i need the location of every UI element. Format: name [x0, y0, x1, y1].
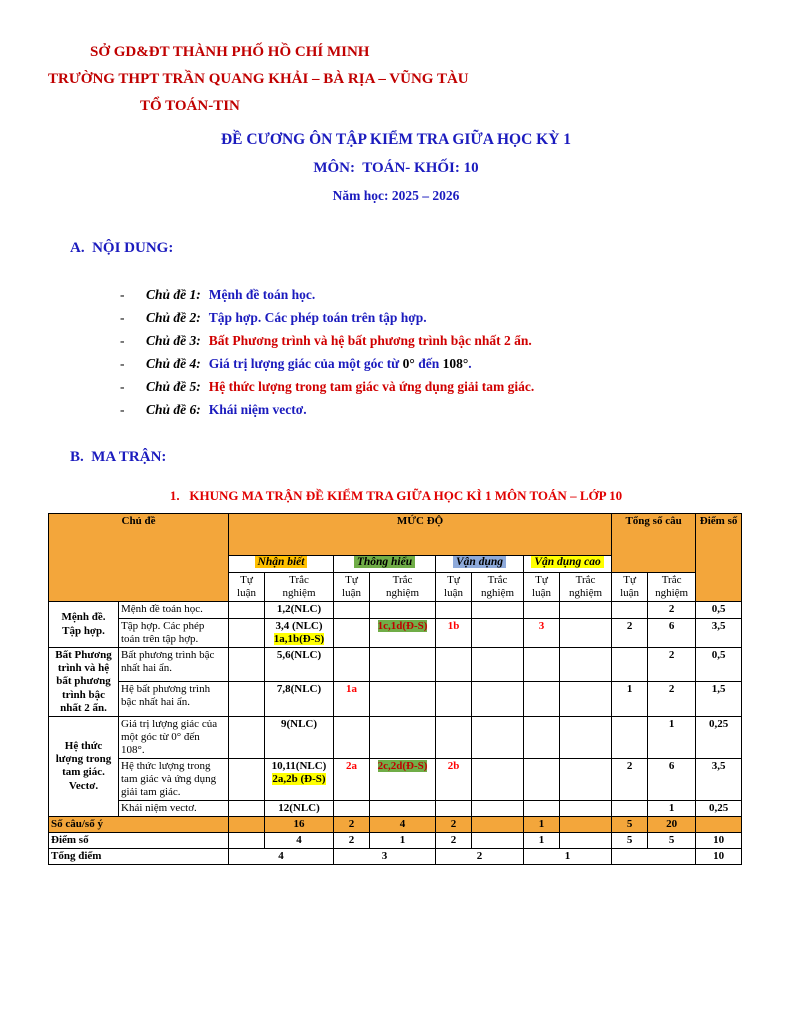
cell-tong-tn: 2: [648, 682, 696, 716]
topic-text: Hệ thức lượng trong tam giác và ứng dụng giải tam giác.: [208, 379, 535, 394]
topic-label: Chủ đề 5:: [146, 379, 201, 394]
empty-cell: [370, 647, 436, 681]
subheader-tu-luan: Tự luận: [524, 573, 560, 602]
empty-cell: [334, 716, 370, 758]
empty-cell: [229, 618, 265, 647]
empty-cell: [472, 602, 524, 618]
section-a-heading: A. NỘI DUNG:: [70, 240, 174, 256]
table-row: [49, 758, 742, 800]
topic-label: Chủ đề 3:: [146, 333, 201, 348]
cell-tong-tl: 1: [612, 682, 648, 716]
cell-diem: 10: [696, 833, 742, 849]
empty-cell: [334, 800, 370, 816]
matrix-table: [48, 513, 742, 865]
cell-th-total: 3: [334, 849, 436, 865]
empty-cell: [696, 816, 742, 832]
cell-text: 10,11(NLC): [271, 759, 327, 772]
topic-label: Chủ đề 1:: [146, 287, 201, 302]
list-dash: -: [120, 310, 125, 325]
row-desc: Khái niệm vectơ.: [119, 800, 229, 816]
group-he-thuc-luong: Hệ thức lượng trong tam giác. Vectơ.: [49, 716, 119, 816]
cell-th-tn: 4: [370, 816, 436, 832]
row-desc: Bất phương trình bậc nhất hai ẩn.: [119, 647, 229, 681]
cell-tong-tn: 6: [648, 758, 696, 800]
empty-cell: [560, 618, 612, 647]
empty-cell: [612, 647, 648, 681]
empty-cell: [524, 758, 560, 800]
matrix-caption: 1. KHUNG MA TRẬN ĐỀ KIỂM TRA GIỮA HỌC KÌ 1 MÔN TOÁN – LỚP 10: [169, 488, 623, 503]
cell-th-tl: 2: [334, 816, 370, 832]
table-row: [49, 716, 742, 758]
empty-cell: [524, 800, 560, 816]
cell-diem: 0,5: [696, 602, 742, 618]
cell-nb-tn: [265, 618, 334, 647]
cell-tong-tl: 2: [612, 758, 648, 800]
empty-cell: [560, 647, 612, 681]
cell-vd-tl: 2: [436, 833, 472, 849]
summary-label: Số câu/số ý: [49, 816, 229, 832]
subheader-tu-luan: Tự luận: [334, 573, 370, 602]
cell-nb-total: 4: [229, 849, 334, 865]
col-header-chu-de: Chủ đề: [49, 514, 229, 602]
empty-cell: [560, 716, 612, 758]
cell-vd-tl: 1b: [436, 618, 472, 647]
cell-tong-tn: 2: [648, 647, 696, 681]
empty-cell: [436, 682, 472, 716]
row-desc: Hệ bất phương trình bậc nhất hai ẩn.: [119, 682, 229, 716]
summary-row-so-cau: [49, 816, 742, 832]
cell-tong-tn: 5: [648, 833, 696, 849]
level-cell: [334, 556, 436, 573]
cell-nb-tn: 12(NLC): [265, 800, 334, 816]
level-nhan-biet: Nhận biết: [255, 556, 308, 568]
topic-label: Chủ đề 2:: [146, 310, 201, 325]
cell-tong-tn: 20: [648, 816, 696, 832]
empty-cell: [472, 716, 524, 758]
level-van-dung: Vận dụng: [453, 556, 506, 568]
topic-item: [120, 352, 744, 375]
cell-tong-tn: 1: [648, 716, 696, 758]
cell-diem: 10: [696, 849, 742, 865]
row-desc: Tập hợp. Các phép toán trên tập hợp.: [119, 618, 229, 647]
summary-label: Điểm số: [49, 833, 229, 849]
empty-cell: [370, 800, 436, 816]
empty-cell: [436, 602, 472, 618]
empty-cell: [229, 833, 265, 849]
level-thong-hieu: Thông hiểu: [354, 556, 415, 568]
empty-cell: [472, 682, 524, 716]
topic-text: Khái niệm vectơ.: [208, 402, 307, 417]
empty-cell: [612, 716, 648, 758]
topic-item: [120, 375, 744, 398]
cell-vd-tl: 2b: [436, 758, 472, 800]
empty-cell: [229, 816, 265, 832]
level-van-dung-cao: Vận dụng cao: [531, 556, 603, 568]
row-desc: Mệnh đề toán học.: [119, 602, 229, 618]
empty-cell: [524, 716, 560, 758]
empty-cell: [472, 618, 524, 647]
topic-item: [120, 398, 744, 421]
empty-cell: [229, 758, 265, 800]
table-row: [49, 618, 742, 647]
cell-th-tl: 2: [334, 833, 370, 849]
department-name: SỞ GD&ĐT THÀNH PHỐ HỒ CHÍ MINH: [90, 44, 370, 60]
empty-cell: [472, 758, 524, 800]
empty-cell: [560, 758, 612, 800]
topic-text: Bất Phương trình và hệ bất phương trình bậc nhất 2 ẩn.: [208, 333, 532, 348]
topic-text: [209, 352, 472, 375]
degree-value: 108°: [442, 356, 469, 371]
cell-tong-tl: 5: [612, 816, 648, 832]
cell-nb-tn: 4: [265, 833, 334, 849]
empty-cell: [524, 682, 560, 716]
cell-vd-tl: 2: [436, 816, 472, 832]
table-header-row: [49, 514, 742, 556]
empty-cell: [229, 716, 265, 758]
section-b-heading: B. MA TRẬN:: [70, 449, 167, 465]
cell-diem: 3,5: [696, 758, 742, 800]
highlighted-text: 1c,1d(Đ-S): [377, 619, 428, 632]
degree-value: 0°: [402, 356, 415, 371]
subheader-tu-luan: Tự luận: [436, 573, 472, 602]
empty-cell: [472, 647, 524, 681]
cell-th-tl: 2a: [334, 758, 370, 800]
empty-cell: [560, 816, 612, 832]
empty-cell: [229, 647, 265, 681]
list-dash: -: [120, 287, 125, 302]
highlighted-text: 1a,1b(Đ-S): [273, 632, 325, 645]
empty-cell: [334, 618, 370, 647]
math-group-name: TỔ TOÁN-TIN: [140, 98, 240, 114]
empty-cell: [560, 800, 612, 816]
cell-nb-tn: 9(NLC): [265, 716, 334, 758]
empty-cell: [436, 800, 472, 816]
cell-tong-tn: 1: [648, 800, 696, 816]
cell-tong-tn: 6: [648, 618, 696, 647]
empty-cell: [229, 682, 265, 716]
cell-diem: 3,5: [696, 618, 742, 647]
row-desc: Giá trị lượng giác của một góc từ 0° đến 108°.: [119, 716, 229, 758]
topic-label: Chủ đề 6:: [146, 402, 201, 417]
table-row: [49, 647, 742, 681]
highlighted-text: 2a,2b (Đ-S): [272, 772, 326, 785]
empty-cell: [524, 602, 560, 618]
cell-nb-tn: [265, 758, 334, 800]
school-year: Năm học: 2025 – 2026: [332, 188, 460, 203]
group-menh-de-tap-hop: Mệnh đề. Tập hợp.: [49, 602, 119, 648]
topic-label: Chủ đề 4:: [146, 356, 201, 371]
subheader-tu-luan: Tự luận: [229, 573, 265, 602]
empty-cell: [334, 602, 370, 618]
table-row: [49, 682, 742, 716]
empty-cell: [370, 716, 436, 758]
topic-text-part: .: [468, 356, 472, 371]
subheader-trac-nghiem: Trắc nghiệm: [370, 573, 436, 602]
empty-cell: [612, 800, 648, 816]
cell-vdc-tl: 1: [524, 833, 560, 849]
summary-row-diem-so: [49, 833, 742, 849]
table-row: [49, 800, 742, 816]
group-bat-phuong-trinh: Bất Phương trình và hệ bất phương trình bậc nhất 2 ẩn.: [49, 647, 119, 716]
empty-cell: [370, 602, 436, 618]
level-cell: [436, 556, 524, 573]
empty-cell: [436, 716, 472, 758]
cell-vdc-total: 1: [524, 849, 612, 865]
cell-nb-tn: 5,6(NLC): [265, 647, 334, 681]
empty-cell: [370, 682, 436, 716]
empty-cell: [229, 602, 265, 618]
empty-cell: [560, 602, 612, 618]
topic-text: Mệnh đề toán học.: [208, 287, 316, 302]
empty-cell: [560, 682, 612, 716]
subheader-tu-luan: Tự luận: [612, 573, 648, 602]
summary-label: Tổng điểm: [49, 849, 229, 865]
level-cell: [229, 556, 334, 573]
cell-nb-tn: 16: [265, 816, 334, 832]
topic-list: [120, 283, 744, 421]
empty-cell: [612, 849, 696, 865]
empty-cell: [436, 647, 472, 681]
empty-cell: [334, 647, 370, 681]
cell-text: 3,4 (NLC): [275, 619, 323, 632]
col-header-diem-so: Điểm số: [696, 514, 742, 602]
cell-diem: 0,25: [696, 716, 742, 758]
cell-th-tn: [370, 758, 436, 800]
cell-tong-tl: 5: [612, 833, 648, 849]
cell-diem: 1,5: [696, 682, 742, 716]
empty-cell: [472, 800, 524, 816]
cell-tong-tn: 2: [648, 602, 696, 618]
empty-cell: [229, 800, 265, 816]
topic-text-part: Giá trị lượng giác của một góc từ: [208, 356, 403, 371]
subject-line: MÔN: TOÁN- KHỐI: 10: [313, 160, 479, 176]
cell-nb-tn: 7,8(NLC): [265, 682, 334, 716]
empty-cell: [612, 602, 648, 618]
cell-vd-total: 2: [436, 849, 524, 865]
empty-cell: [472, 833, 524, 849]
cell-diem: 0,5: [696, 647, 742, 681]
cell-th-tl: 1a: [334, 682, 370, 716]
list-dash: -: [120, 333, 125, 348]
list-dash: -: [120, 379, 125, 394]
topic-item: [120, 306, 744, 329]
cell-th-tn: 1: [370, 833, 436, 849]
highlighted-text: 2c,2d(Đ-S): [377, 759, 428, 772]
subheader-trac-nghiem: Trắc nghiệm: [560, 573, 612, 602]
col-header-tong-so-cau: Tổng số câu: [612, 514, 696, 573]
topic-item: [120, 329, 744, 352]
cell-diem: 0,25: [696, 800, 742, 816]
list-dash: -: [120, 356, 125, 371]
row-desc: Hệ thức lượng trong tam giác và ứng dụng giải tam giác.: [119, 758, 229, 800]
col-header-muc-do: MỨC ĐỘ: [229, 514, 612, 556]
cell-tong-tl: 2: [612, 618, 648, 647]
topic-item: [120, 283, 744, 306]
topic-text-part: đến: [414, 356, 443, 371]
subheader-trac-nghiem: Trắc nghiệm: [648, 573, 696, 602]
topic-text: Tập hợp. Các phép toán trên tập hợp.: [208, 310, 427, 325]
list-dash: -: [120, 402, 125, 417]
subheader-trac-nghiem: Trắc nghiệm: [472, 573, 524, 602]
level-cell: [524, 556, 612, 573]
summary-row-tong-diem: [49, 849, 742, 865]
school-name: TRƯỜNG THPT TRẦN QUANG KHẢI – BÀ RỊA – VŨNG TÀU: [48, 71, 469, 87]
empty-cell: [560, 833, 612, 849]
empty-cell: [472, 816, 524, 832]
document-title: ĐỀ CƯƠNG ÔN TẬP KIỂM TRA GIỮA HỌC KỲ 1: [220, 131, 572, 148]
cell-vdc-tl: 1: [524, 816, 560, 832]
table-row: [49, 602, 742, 618]
subheader-trac-nghiem: Trắc nghiệm: [265, 573, 334, 602]
cell-nb-tn: 1,2(NLC): [265, 602, 334, 618]
cell-vdc-tl: 3: [524, 618, 560, 647]
cell-th-tn: [370, 618, 436, 647]
empty-cell: [524, 647, 560, 681]
